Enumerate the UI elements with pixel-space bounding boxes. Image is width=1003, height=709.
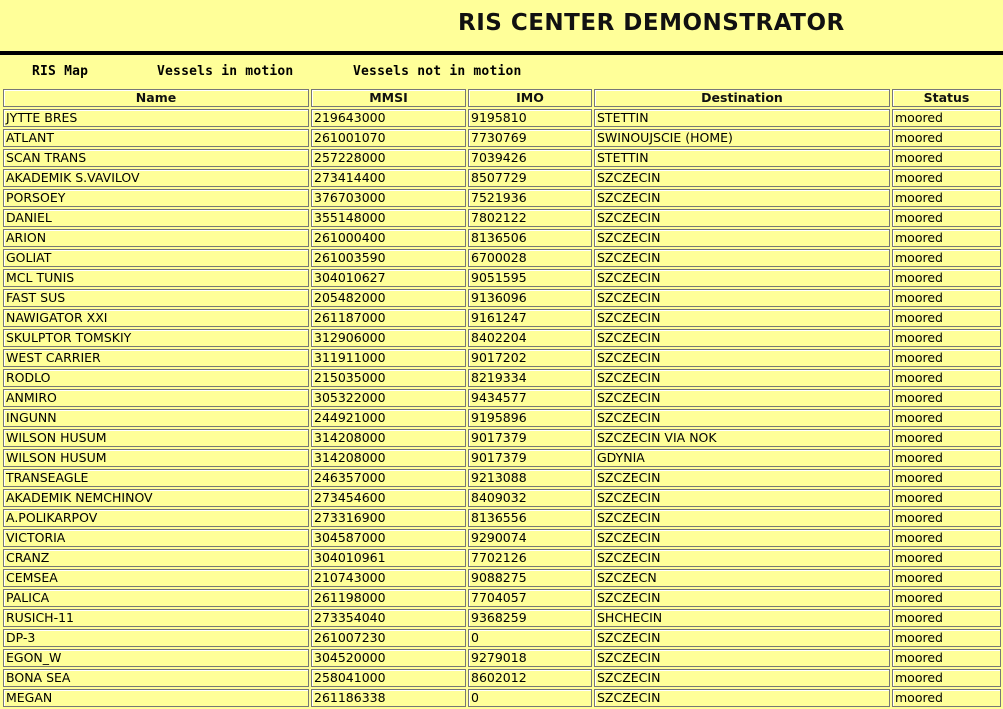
cell-destination: STETTIN [594, 149, 890, 167]
cell-imo: 8507729 [468, 169, 592, 187]
cell-status: moored [892, 249, 1001, 267]
cell-imo: 9017202 [468, 349, 592, 367]
cell-destination: SZCZECIN [594, 229, 890, 247]
cell-imo: 7521936 [468, 189, 592, 207]
cell-imo: 8219334 [468, 369, 592, 387]
cell-mmsi: 355148000 [311, 209, 466, 227]
table-row [3, 569, 1001, 587]
cell-destination: SHCHECIN [594, 609, 890, 627]
cell-status: moored [892, 689, 1001, 707]
cell-name: A.POLIKARPOV [3, 509, 309, 527]
cell-destination: SZCZECIN [594, 489, 890, 507]
cell-name: VICTORIA [3, 529, 309, 547]
table-row [3, 249, 1001, 267]
cell-mmsi: 261003590 [311, 249, 466, 267]
cell-name: CEMSEA [3, 569, 309, 587]
table-header-row [3, 89, 1001, 107]
cell-status: moored [892, 549, 1001, 567]
table-row [3, 129, 1001, 147]
cell-mmsi: 273354040 [311, 609, 466, 627]
cell-mmsi: 210743000 [311, 569, 466, 587]
cell-imo: 9368259 [468, 609, 592, 627]
table-row [3, 149, 1001, 167]
cell-name: SKULPTOR TOMSKIY [3, 329, 309, 347]
cell-destination: SZCZECIN [594, 249, 890, 267]
cell-mmsi: 312906000 [311, 329, 466, 347]
nav-link-vessels-in-motion[interactable]: Vessels in motion [157, 64, 294, 79]
cell-status: moored [892, 309, 1001, 327]
cell-mmsi: 304520000 [311, 649, 466, 667]
table-row [3, 289, 1001, 307]
cell-destination: SWINOUJSCIE (HOME) [594, 129, 890, 147]
cell-status: moored [892, 429, 1001, 447]
table-row [3, 109, 1001, 127]
cell-imo: 9017379 [468, 449, 592, 467]
cell-status: moored [892, 569, 1001, 587]
table-row [3, 329, 1001, 347]
cell-mmsi: 261198000 [311, 589, 466, 607]
cell-imo: 9290074 [468, 529, 592, 547]
cell-mmsi: 304010627 [311, 269, 466, 287]
cell-status: moored [892, 349, 1001, 367]
cell-name: JYTTE BRES [3, 109, 309, 127]
cell-name: NAWIGATOR XXI [3, 309, 309, 327]
cell-destination: STETTIN [594, 109, 890, 127]
cell-imo: 8409032 [468, 489, 592, 507]
table-row [3, 349, 1001, 367]
table-row [3, 509, 1001, 527]
table-row [3, 169, 1001, 187]
cell-imo: 9088275 [468, 569, 592, 587]
header-divider [0, 51, 1003, 55]
cell-imo: 7702126 [468, 549, 592, 567]
cell-destination: SZCZECN [594, 569, 890, 587]
cell-name: ARION [3, 229, 309, 247]
cell-status: moored [892, 129, 1001, 147]
cell-mmsi: 205482000 [311, 289, 466, 307]
cell-name: PALICA [3, 589, 309, 607]
cell-destination: GDYNIA [594, 449, 890, 467]
column-header-name: Name [3, 89, 309, 107]
table-row [3, 229, 1001, 247]
nav-link-vessels-not-in-motion[interactable]: Vessels not in motion [353, 64, 522, 79]
table-row [3, 609, 1001, 627]
nav-link-ris-map[interactable]: RIS Map [32, 64, 89, 79]
cell-name: RUSICH-11 [3, 609, 309, 627]
cell-status: moored [892, 149, 1001, 167]
cell-name: MCL TUNIS [3, 269, 309, 287]
cell-imo: 9279018 [468, 649, 592, 667]
cell-destination: SZCZECIN [594, 409, 890, 427]
cell-status: moored [892, 609, 1001, 627]
cell-status: moored [892, 489, 1001, 507]
table-row [3, 409, 1001, 427]
column-header-imo: IMO [468, 89, 592, 107]
cell-imo: 8136556 [468, 509, 592, 527]
cell-imo: 9195896 [468, 409, 592, 427]
table-row [3, 549, 1001, 567]
table-row [3, 209, 1001, 227]
cell-status: moored [892, 669, 1001, 687]
cell-destination: SZCZECIN [594, 589, 890, 607]
cell-status: moored [892, 469, 1001, 487]
cell-mmsi: 376703000 [311, 189, 466, 207]
cell-destination: SZCZECIN [594, 289, 890, 307]
cell-name: PORSOEY [3, 189, 309, 207]
cell-name: WILSON HUSUM [3, 429, 309, 447]
column-header-mmsi: MMSI [311, 89, 466, 107]
cell-status: moored [892, 269, 1001, 287]
table-row [3, 469, 1001, 487]
cell-imo: 8602012 [468, 669, 592, 687]
cell-name: WILSON HUSUM [3, 449, 309, 467]
cell-destination: SZCZECIN [594, 509, 890, 527]
cell-imo: 8136506 [468, 229, 592, 247]
cell-status: moored [892, 529, 1001, 547]
cell-mmsi: 273316900 [311, 509, 466, 527]
cell-name: EGON_W [3, 649, 309, 667]
cell-status: moored [892, 109, 1001, 127]
cell-destination: SZCZECIN [594, 369, 890, 387]
cell-destination: SZCZECIN [594, 349, 890, 367]
cell-mmsi: 257228000 [311, 149, 466, 167]
cell-mmsi: 311911000 [311, 349, 466, 367]
cell-mmsi: 261001070 [311, 129, 466, 147]
table-row [3, 629, 1001, 647]
table-row [3, 189, 1001, 207]
cell-status: moored [892, 509, 1001, 527]
cell-imo: 7802122 [468, 209, 592, 227]
cell-status: moored [892, 649, 1001, 667]
cell-destination: SZCZECIN [594, 309, 890, 327]
cell-imo: 7704057 [468, 589, 592, 607]
cell-mmsi: 305322000 [311, 389, 466, 407]
page-title: RIS CENTER DEMONSTRATOR [458, 10, 845, 36]
cell-status: moored [892, 189, 1001, 207]
cell-status: moored [892, 589, 1001, 607]
column-header-destination: Destination [594, 89, 890, 107]
cell-name: DP-3 [3, 629, 309, 647]
cell-mmsi: 261007230 [311, 629, 466, 647]
cell-imo: 0 [468, 689, 592, 707]
cell-destination: SZCZECIN [594, 549, 890, 567]
cell-name: WEST CARRIER [3, 349, 309, 367]
cell-destination: SZCZECIN [594, 669, 890, 687]
cell-name: SCAN TRANS [3, 149, 309, 167]
cell-destination: SZCZECIN [594, 529, 890, 547]
table-row [3, 269, 1001, 287]
cell-status: moored [892, 629, 1001, 647]
cell-status: moored [892, 409, 1001, 427]
cell-destination: SZCZECIN [594, 329, 890, 347]
table-row [3, 669, 1001, 687]
cell-name: RODLO [3, 369, 309, 387]
cell-imo: 9434577 [468, 389, 592, 407]
cell-imo: 7039426 [468, 149, 592, 167]
cell-name: AKADEMIK NEMCHINOV [3, 489, 309, 507]
cell-imo: 0 [468, 629, 592, 647]
cell-name: DANIEL [3, 209, 309, 227]
cell-imo: 9017379 [468, 429, 592, 447]
cell-name: BONA SEA [3, 669, 309, 687]
cell-name: GOLIAT [3, 249, 309, 267]
cell-imo: 9213088 [468, 469, 592, 487]
cell-name: CRANZ [3, 549, 309, 567]
cell-imo: 9195810 [468, 109, 592, 127]
cell-mmsi: 244921000 [311, 409, 466, 427]
table-row [3, 529, 1001, 547]
cell-name: INGUNN [3, 409, 309, 427]
cell-destination: SZCZECIN [594, 209, 890, 227]
table-row [3, 689, 1001, 707]
cell-status: moored [892, 169, 1001, 187]
cell-name: ATLANT [3, 129, 309, 147]
table-row [3, 389, 1001, 407]
cell-status: moored [892, 389, 1001, 407]
cell-status: moored [892, 369, 1001, 387]
table-row [3, 429, 1001, 447]
cell-status: moored [892, 289, 1001, 307]
cell-mmsi: 261186338 [311, 689, 466, 707]
cell-imo: 8402204 [468, 329, 592, 347]
cell-mmsi: 273414400 [311, 169, 466, 187]
cell-name: MEGAN [3, 689, 309, 707]
cell-mmsi: 314208000 [311, 449, 466, 467]
cell-status: moored [892, 209, 1001, 227]
table-row [3, 649, 1001, 667]
cell-mmsi: 304010961 [311, 549, 466, 567]
cell-mmsi: 215035000 [311, 369, 466, 387]
cell-destination: SZCZECIN [594, 389, 890, 407]
column-header-status: Status [892, 89, 1001, 107]
cell-destination: SZCZECIN [594, 689, 890, 707]
cell-imo: 9161247 [468, 309, 592, 327]
cell-mmsi: 258041000 [311, 669, 466, 687]
vessels-table [1, 87, 1003, 709]
table-row [3, 589, 1001, 607]
cell-name: TRANSEAGLE [3, 469, 309, 487]
cell-destination: SZCZECIN [594, 269, 890, 287]
cell-destination: SZCZECIN [594, 629, 890, 647]
cell-imo: 9051595 [468, 269, 592, 287]
table-row [3, 369, 1001, 387]
table-row [3, 489, 1001, 507]
cell-name: FAST SUS [3, 289, 309, 307]
cell-destination: SZCZECIN VIA NOK [594, 429, 890, 447]
cell-destination: SZCZECIN [594, 649, 890, 667]
cell-destination: SZCZECIN [594, 189, 890, 207]
cell-name: ANMIRO [3, 389, 309, 407]
cell-mmsi: 261000400 [311, 229, 466, 247]
cell-imo: 9136096 [468, 289, 592, 307]
cell-mmsi: 304587000 [311, 529, 466, 547]
cell-mmsi: 219643000 [311, 109, 466, 127]
cell-mmsi: 273454600 [311, 489, 466, 507]
table-row [3, 309, 1001, 327]
cell-status: moored [892, 329, 1001, 347]
cell-mmsi: 246357000 [311, 469, 466, 487]
cell-name: AKADEMIK S.VAVILOV [3, 169, 309, 187]
cell-imo: 6700028 [468, 249, 592, 267]
cell-destination: SZCZECIN [594, 169, 890, 187]
cell-status: moored [892, 229, 1001, 247]
table-row [3, 449, 1001, 467]
cell-status: moored [892, 449, 1001, 467]
cell-mmsi: 314208000 [311, 429, 466, 447]
cell-mmsi: 261187000 [311, 309, 466, 327]
cell-destination: SZCZECIN [594, 469, 890, 487]
cell-imo: 7730769 [468, 129, 592, 147]
